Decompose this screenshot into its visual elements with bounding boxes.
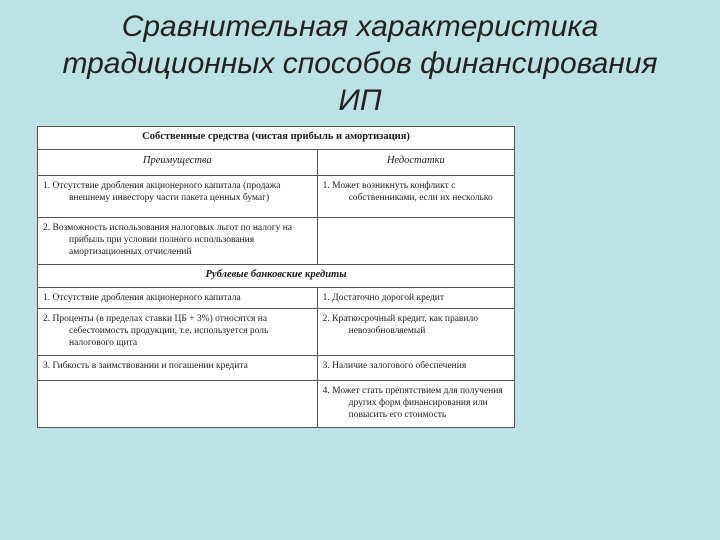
table-cell-empty (317, 218, 514, 265)
table-cell (317, 176, 514, 218)
slide-title-line-3: ИП (338, 84, 382, 117)
advantage-item: 1. Отсутствие дробления акционерного капитала (43, 293, 241, 303)
table-cell (38, 356, 318, 381)
table-row (38, 309, 515, 356)
table-cell (317, 356, 514, 381)
table-cell (317, 288, 514, 309)
section-heading-row (38, 265, 515, 288)
slide-title (20, 8, 700, 119)
disadvantage-item: 2. Краткосрочный кредит, как правило невозобновляемый (322, 314, 478, 336)
table-cell (38, 176, 318, 218)
section-bank-loans-heading: Рублевые банковские кредиты (38, 265, 515, 288)
section-own-funds-heading: Собственные средства (чистая прибыль и амортизация) (38, 127, 515, 150)
advantage-item: 2. Проценты (в пределах ставки ЦБ + 3%) относятся на себестоимость продукции, т.е. используется роль налогового щита (43, 314, 269, 348)
disadvantage-item: 4. Может стать препятствием для получения других форм финансирования или повысить его стоимость (322, 386, 503, 420)
table-cell (38, 309, 318, 356)
table-row (38, 381, 515, 428)
table-cell (38, 288, 318, 309)
section-heading-row (38, 127, 515, 150)
table-row (38, 176, 515, 218)
advantage-item: 3. Гибкость в заимствовании и погашении кредита (43, 361, 248, 371)
table-cell (38, 218, 318, 265)
comparison-table (37, 126, 515, 428)
slide-title-line-2: традиционных способов финансирования (62, 47, 658, 80)
disadvantages-header: Недостатки (317, 150, 514, 176)
table-cell (317, 381, 514, 428)
table-cell-empty (38, 381, 318, 428)
table-cell (317, 309, 514, 356)
table-row (38, 288, 515, 309)
disadvantage-item: 3. Наличие залогового обеспечения (322, 361, 467, 371)
disadvantage-item: 1. Достаточно дорогой кредит (322, 293, 445, 303)
table-row (38, 356, 515, 381)
advantages-header: Преимущества (38, 150, 318, 176)
advantage-item: 1. Отсутствие дробления акционерного капитала (продажа внешнему инвестору части пакета ценных бумаг) (43, 181, 281, 203)
advantage-item: 2. Возможность использования налоговых льгот по налогу на прибыль при условии полного использования амортизационных отчислений (43, 223, 293, 257)
disadvantage-item: 1. Может возникнуть конфликт с собственниками, если их несколько (322, 181, 493, 203)
table-row (38, 218, 515, 265)
slide-title-line-1: Сравнительная характеристика (121, 10, 599, 43)
column-header-row (38, 150, 515, 176)
